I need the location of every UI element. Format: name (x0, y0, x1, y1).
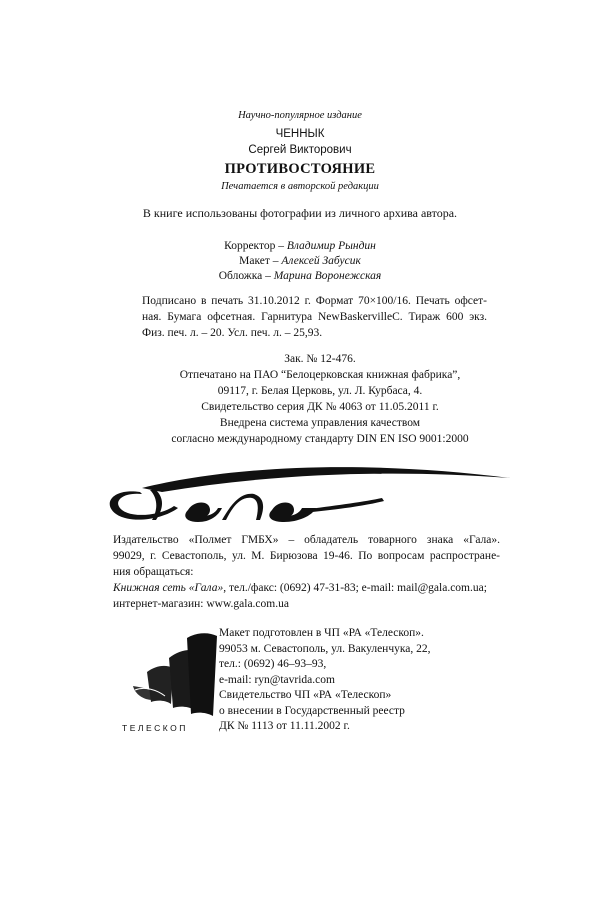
network-name: Книжная сеть «Гала» (113, 582, 224, 594)
credit-role: Макет – (239, 255, 282, 267)
telescope-info-block (219, 626, 489, 735)
telescope-info-line: тел.: (0692) 46–93–93, (219, 658, 327, 670)
gala-logo (102, 458, 512, 530)
telescope-info-line: Свидетельство ЧП «РА «Телескоп» (219, 689, 392, 701)
credit-name: Марина Воронежская (273, 270, 382, 282)
book-title: ПРОТИВОСТОЯНИЕ (224, 161, 376, 177)
telescope-info-line: о внесении в Государственный реестр (219, 704, 405, 717)
credit-name: Алексей Забусик (281, 255, 361, 267)
telescope-logo-icon (125, 630, 220, 720)
credit-name: Владимир Рындин (286, 240, 376, 252)
author-surname: ЧЕННЫК (275, 128, 325, 140)
photo-note: В книге использованы фотографии из личного архива автора. (142, 206, 458, 220)
edition-note: Печатается в авторской редакции (221, 181, 379, 192)
order-info-line: Зак. № 12-476. (284, 353, 356, 365)
order-info-block (160, 351, 480, 447)
publisher-block (113, 532, 500, 612)
credit-role: Корректор – (224, 240, 287, 252)
publisher-line: ния обращаться: (113, 566, 194, 578)
credit-layout (0, 255, 600, 267)
print-info-line: ная. Бумага офсетная. Гарнитура NewBaskervilleC. Тираж 600 экз. (142, 311, 487, 323)
publisher-shop-line: интернет-магазин: www.gala.com.ua (113, 598, 289, 610)
network-contacts: , тел./факс: (0692) 47-31-83; e-mail: mail@gala.com.ua; (223, 582, 487, 594)
print-info-line: Подписано в печать 31.10.2012 г. Формат 70×100/16. Печать офсет- (142, 295, 487, 307)
author-names: Сергей Викторович (248, 144, 352, 156)
telescope-info-line: e-mail: ryn@tavrida.com (219, 673, 335, 686)
publisher-line: 99029, г. Севастополь, ул. М. Бирюзова 19-46. По вопросам распростране- (113, 550, 500, 562)
series-line: Научно-популярное издание (238, 110, 362, 121)
order-info-line: согласно международному стандарту DIN EN ISO 9001:2000 (171, 433, 469, 445)
telescope-info-line: 99053 м. Севастополь, ул. Вакуленчука, 22, (219, 642, 431, 655)
print-info-line: Физ. печ. л. – 20. Усл. печ. л. – 25,93. (142, 327, 323, 339)
order-info-line: Отпечатано на ПАО “Белоцерковская книжная фабрика”, (179, 369, 461, 381)
order-info-line: 09117, г. Белая Церковь, ул. Л. Курбаса, 4. (217, 385, 423, 397)
print-info-block (142, 293, 487, 341)
credit-cover (0, 270, 600, 282)
order-info-line: Внедрена система управления качеством (219, 417, 421, 429)
credit-role: Обложка – (218, 270, 274, 282)
publisher-network-line (113, 580, 500, 596)
telescope-info-line: Макет подготовлен в ЧП «РА «Телескоп». (219, 627, 424, 639)
telescope-label: ТЕЛЕСКОП (122, 723, 188, 733)
credit-corrector (0, 240, 600, 252)
telescope-info-line: ДК № 1113 от 11.11.2002 г. (219, 720, 350, 732)
order-info-line: Свидетельство серия ДК № 4063 от 11.05.2011 г. (201, 401, 439, 413)
publisher-line: Издательство «Полмет ГМБХ» – обладатель товарного знака «Гала». (113, 534, 500, 546)
